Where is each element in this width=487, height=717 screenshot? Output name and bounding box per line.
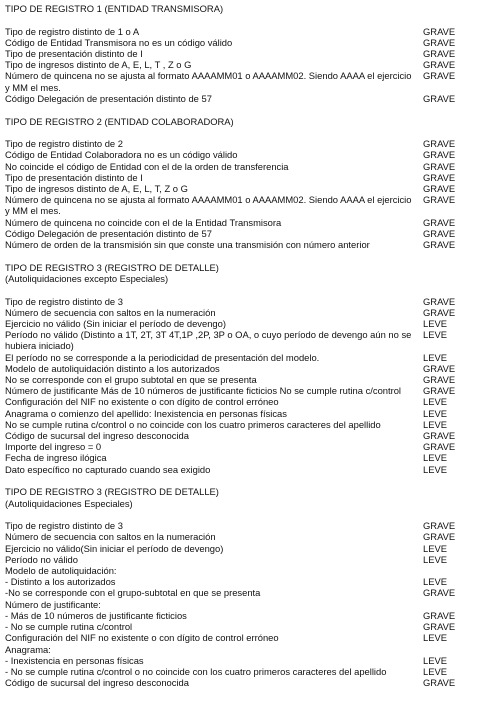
error-description: Tipo de registro distinto de 1 o A	[5, 25, 140, 37]
error-row	[5, 666, 483, 677]
spacer	[5, 509, 483, 520]
error-description: Tipo de registro distinto de 2	[5, 138, 123, 150]
section-title: TIPO DE REGISTRO 1 (ENTIDAD TRANSMISORA)	[5, 3, 224, 14]
error-row	[5, 172, 483, 183]
severity-label: GRAVE	[423, 441, 456, 453]
error-row	[5, 318, 483, 329]
error-row	[5, 37, 483, 48]
section-subtitle: (Autoliquidaciones Especiales)	[5, 497, 133, 509]
severity-label: LEVE	[423, 318, 447, 330]
severity-label: LEVE	[423, 329, 447, 341]
error-description: Período no válido (Distinto a 1T, 2T, 3T 4T,1P ,2P, 3P o OA, o cuyo período de devengo aún no se hubiera iniciado)	[5, 329, 412, 352]
error-row	[5, 554, 483, 565]
severity-label: GRAVE	[423, 609, 456, 621]
error-description: Configuración del NIF no existente o con dígito de control erróneo	[5, 396, 279, 408]
error-description: Ejercicio no válido (Sin iniciar el período de devengo)	[5, 318, 226, 330]
section-2	[5, 116, 483, 251]
error-row	[5, 374, 483, 385]
error-row	[5, 48, 483, 59]
error-description: No se corresponde con el grupo subtotal en que se presenta	[5, 374, 257, 386]
severity-label: GRAVE	[423, 295, 456, 307]
severity-label: LEVE	[423, 463, 447, 475]
error-description: Número de justificante Más de 10 números de justificante ficticios No se cumple rutina c/control	[5, 385, 402, 397]
error-description: No se cumple rutina c/control o no coincide con los cuatro primeros caracteres del apellido	[5, 418, 381, 430]
error-description: Tipo de ingresos distinto de A, E, L, T, Z o G	[5, 183, 188, 195]
error-description: Número de quincena no se ajusta al formato AAAAMM01 o AAAAMM02. Siendo AAAA el ejercicio y MM el mes.	[5, 70, 412, 93]
spacer	[5, 127, 483, 138]
severity-label: GRAVE	[423, 70, 456, 82]
error-description: Importe del ingreso = 0	[5, 441, 102, 453]
error-description: Tipo de presentación distinto de I	[5, 171, 143, 183]
error-row	[5, 632, 483, 643]
error-description: Modelo de autoliquidación distinto a los autorizados	[5, 362, 220, 374]
error-description: Código de Entidad Colaboradora no es un código válido	[5, 149, 238, 161]
error-row	[5, 93, 483, 104]
severity-label: LEVE	[423, 407, 447, 419]
severity-label: GRAVE	[423, 362, 456, 374]
error-description: Código de sucursal del ingreso desconocida	[5, 430, 189, 442]
error-description: Código Delegación de presentación distinto de 57	[5, 92, 212, 104]
severity-label: LEVE	[423, 396, 447, 408]
error-description: Período no válido	[5, 553, 78, 565]
error-row	[5, 644, 483, 655]
error-description: Modelo de autoliquidación:	[5, 565, 117, 577]
error-row	[5, 26, 483, 37]
severity-label: GRAVE	[423, 385, 456, 397]
error-description: Número de secuencia con saltos en la numeración	[5, 531, 216, 543]
severity-label: GRAVE	[423, 138, 456, 150]
error-row	[5, 59, 483, 70]
error-row	[5, 452, 483, 463]
error-description: Número de quincena no coincide con el de la Entidad Transmisora	[5, 216, 282, 228]
severity-label: LEVE	[423, 576, 447, 588]
error-row	[5, 587, 483, 598]
error-row	[5, 531, 483, 542]
severity-label: GRAVE	[423, 92, 456, 104]
error-row	[5, 352, 483, 363]
error-description: El período no se corresponde a la periodicidad de presentación del modelo.	[5, 351, 320, 363]
error-description: - Más de 10 números de justificante ficticios	[5, 609, 187, 621]
severity-label: GRAVE	[423, 227, 456, 239]
severity-label: GRAVE	[423, 25, 456, 37]
error-row	[5, 543, 483, 554]
section-title: TIPO DE REGISTRO 3 (REGISTRO DE DETALLE)	[5, 261, 219, 273]
section-1	[5, 3, 483, 104]
error-row	[5, 677, 483, 688]
error-description: Número de secuencia con saltos en la numeración	[5, 306, 216, 318]
error-description: Código de Entidad Transmisora no es un código válido	[5, 36, 233, 48]
severity-label: GRAVE	[423, 171, 456, 183]
severity-label: LEVE	[423, 351, 447, 363]
severity-label: GRAVE	[423, 48, 456, 59]
error-row	[5, 217, 483, 228]
error-description: Tipo de registro distinto de 3	[5, 520, 123, 532]
error-row	[5, 228, 483, 239]
error-description: Número de orden de la transmisión sin que conste una transmisión con número anterior	[5, 239, 370, 251]
error-row	[5, 396, 483, 407]
severity-label: GRAVE	[423, 520, 456, 532]
severity-label: GRAVE	[423, 306, 456, 318]
error-row	[5, 419, 483, 430]
error-row	[5, 307, 483, 318]
section-spacer	[5, 104, 483, 116]
severity-label: GRAVE	[423, 183, 456, 195]
severity-label: LEVE	[423, 632, 447, 644]
severity-label: GRAVE	[423, 59, 456, 71]
error-row	[5, 329, 483, 351]
error-row	[5, 194, 483, 216]
error-description: Anagrama:	[5, 643, 51, 655]
error-row	[5, 520, 483, 531]
error-row	[5, 621, 483, 632]
error-description: Número de quincena no se ajusta al formato AAAAMM01 o AAAAMM02. Siendo AAAA el ejercicio y MM el mes.	[5, 194, 412, 217]
error-row	[5, 183, 483, 194]
section-spacer	[5, 475, 483, 487]
error-row	[5, 408, 483, 419]
error-description: Configuración del NIF no existente o con dígito de control erróneo	[5, 632, 279, 644]
severity-label: LEVE	[423, 654, 447, 666]
severity-label: GRAVE	[423, 430, 456, 442]
severity-label: GRAVE	[423, 374, 456, 386]
error-description: -No se corresponde con el grupo-subtotal en que se presenta	[5, 587, 261, 599]
error-description: Tipo de registro distinto de 3	[5, 295, 123, 307]
section-4	[5, 486, 483, 688]
error-description: No coincide el código de Entidad con el de la orden de transferencia	[5, 160, 289, 172]
error-row	[5, 363, 483, 374]
severity-label: GRAVE	[423, 216, 456, 228]
severity-label: GRAVE	[423, 239, 456, 251]
error-row	[5, 610, 483, 621]
error-description: Código Delegación de presentación distinto de 57	[5, 227, 212, 239]
error-description: Tipo de ingresos distinto de A, E, L, T , Z o G	[5, 59, 192, 71]
error-row	[5, 655, 483, 666]
document-page	[5, 3, 483, 688]
severity-label: GRAVE	[423, 36, 456, 48]
error-description: Tipo de presentación distinto de I	[5, 48, 143, 59]
error-row	[5, 576, 483, 587]
severity-label: LEVE	[423, 553, 447, 565]
severity-label: LEVE	[423, 452, 447, 464]
error-row	[5, 296, 483, 307]
severity-label: LEVE	[423, 418, 447, 430]
severity-label: LEVE	[423, 665, 447, 677]
severity-label: GRAVE	[423, 677, 456, 689]
error-description: Código de sucursal del ingreso desconocida	[5, 677, 189, 689]
error-row	[5, 239, 483, 250]
error-row	[5, 599, 483, 610]
error-row	[5, 138, 483, 149]
error-row	[5, 161, 483, 172]
error-row	[5, 565, 483, 576]
error-row	[5, 385, 483, 396]
severity-label: GRAVE	[423, 587, 456, 599]
severity-label: LEVE	[423, 542, 447, 554]
spacer	[5, 14, 483, 25]
section-subtitle: (Autoliquidaciones excepto Especiales)	[5, 273, 169, 285]
section-3	[5, 262, 483, 475]
error-row	[5, 149, 483, 160]
error-row	[5, 70, 483, 92]
section-spacer	[5, 250, 483, 262]
error-description: - No se cumple rutina c/control	[5, 621, 133, 633]
error-description: - Inexistencia en personas físicas	[5, 654, 144, 666]
error-description: Ejercicio no válido(Sin iniciar el período de devengo)	[5, 542, 224, 554]
section-title: TIPO DE REGISTRO 2 (ENTIDAD COLABORADORA)	[5, 115, 234, 127]
error-description: Anagrama o comienzo del apellido: Inexistencia en personas físicas	[5, 407, 287, 419]
error-row	[5, 430, 483, 441]
severity-label: GRAVE	[423, 621, 456, 633]
error-description: Número de justificante:	[5, 598, 101, 610]
error-description: - Distinto a los autorizados	[5, 576, 116, 588]
error-description: Fecha de ingreso ilógica	[5, 452, 107, 464]
severity-label: GRAVE	[423, 531, 456, 543]
error-row	[5, 441, 483, 452]
severity-label: GRAVE	[423, 194, 456, 206]
spacer	[5, 284, 483, 295]
error-row	[5, 464, 483, 475]
severity-label: GRAVE	[423, 160, 456, 172]
section-title: TIPO DE REGISTRO 3 (REGISTRO DE DETALLE)	[5, 486, 219, 498]
error-description: - No se cumple rutina c/control o no coincide con los cuatro primeros caracteres del apellido	[5, 665, 387, 677]
error-description: Dato específico no capturado cuando sea exigido	[5, 463, 211, 475]
severity-label: GRAVE	[423, 149, 456, 161]
